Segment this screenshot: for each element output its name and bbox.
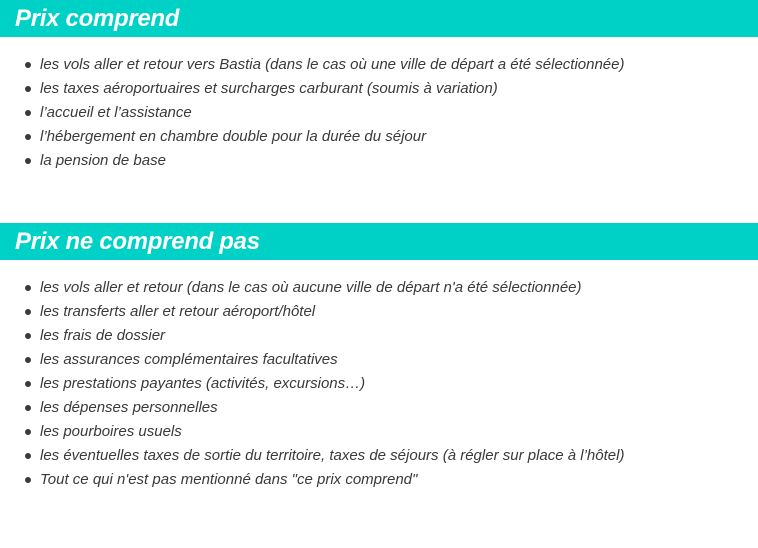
list-item xyxy=(0,444,758,468)
bullet-icon xyxy=(25,110,31,116)
list-item xyxy=(0,300,758,324)
price-excludes-title: Prix ne comprend pas xyxy=(15,228,260,255)
list-item xyxy=(0,53,758,77)
list-item xyxy=(0,77,758,101)
list-item-text: les transferts aller et retour aéroport/hôtel xyxy=(40,303,316,320)
list-item xyxy=(0,372,758,396)
list-item-text: l’hébergement en chambre double pour la durée du séjour xyxy=(40,128,427,145)
bullet-icon xyxy=(25,405,31,411)
list-item xyxy=(0,420,758,444)
price-includes-section xyxy=(0,0,758,173)
list-item xyxy=(0,468,758,492)
list-item-text: l’accueil et l’assistance xyxy=(40,104,192,121)
price-excludes-list xyxy=(0,260,758,492)
bullet-icon xyxy=(25,477,31,483)
list-item-text: les taxes aéroportuaires et surcharges carburant (soumis à variation) xyxy=(40,80,498,97)
bullet-icon xyxy=(25,134,31,140)
price-includes-list xyxy=(0,37,758,173)
list-item-text: Tout ce qui n'est pas mentionné dans "ce prix comprend" xyxy=(40,471,418,488)
list-item xyxy=(0,101,758,125)
list-item-text: la pension de base xyxy=(40,152,166,169)
bullet-icon xyxy=(25,357,31,363)
bullet-icon xyxy=(25,453,31,459)
bullet-icon xyxy=(25,333,31,339)
list-item xyxy=(0,125,758,149)
list-item xyxy=(0,348,758,372)
list-item-text: les assurances complémentaires facultatives xyxy=(40,351,338,368)
list-item-text: les pourboires usuels xyxy=(40,423,182,440)
list-item xyxy=(0,324,758,348)
bullet-icon xyxy=(25,429,31,435)
bullet-icon xyxy=(25,62,31,68)
list-item-text: les éventuelles taxes de sortie du territoire, taxes de séjours (à régler sur place à l’hôtel) xyxy=(40,447,625,464)
list-item-text: les vols aller et retour (dans le cas où aucune ville de départ n'a été sélectionnée) xyxy=(40,279,582,296)
price-excludes-section xyxy=(0,223,758,492)
list-item-text: les vols aller et retour vers Bastia (dans le cas où une ville de départ a été sélectionnée) xyxy=(40,56,625,73)
price-excludes-header xyxy=(0,223,758,260)
bullet-icon xyxy=(25,158,31,164)
bullet-icon xyxy=(25,381,31,387)
list-item xyxy=(0,149,758,173)
bullet-icon xyxy=(25,86,31,92)
price-includes-header xyxy=(0,0,758,37)
list-item-text: les prestations payantes (activités, excursions…) xyxy=(40,375,366,392)
bullet-icon xyxy=(25,285,31,291)
bullet-icon xyxy=(25,309,31,315)
list-item-text: les frais de dossier xyxy=(40,327,166,344)
list-item xyxy=(0,396,758,420)
list-item-text: les dépenses personnelles xyxy=(40,399,218,416)
list-item xyxy=(0,276,758,300)
price-includes-title: Prix comprend xyxy=(15,5,180,32)
